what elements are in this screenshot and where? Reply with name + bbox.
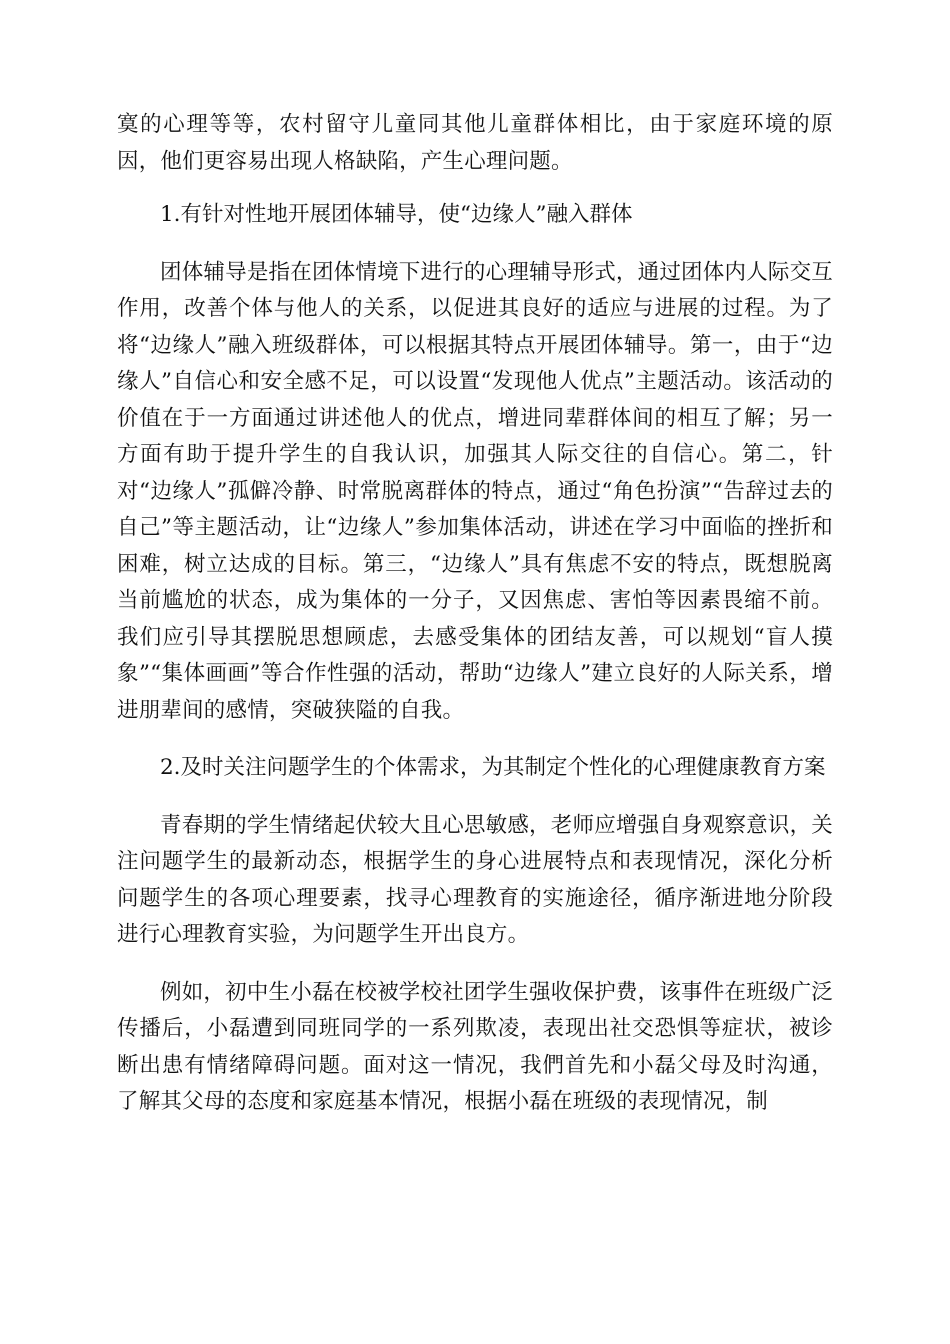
spacer — [117, 729, 833, 750]
spacer — [117, 234, 833, 255]
spacer — [117, 787, 833, 808]
paragraph-group-counseling: 团体辅导是指在团体情境下进行的心理辅导形式，通过团体内人际交互作用，改善个体与他人的关系，以促进其良好的适应与进展的过程。为了将“边缘人”融入班级群体，可以根据其特点开展团体辅导。第一，由于“边缘人”自信心和安全感不足，可以设置“发现他人优点”主题活动。该活动的价值在于一方面通过讲述他人的优点，增进同辈群体间的相互了解；另一方面有助于提升学生的自我认识，加强其人际交往的自信心。第二，针对“边缘人”孤僻冷静、时常脱离群体的特点，通过“角色扮演”“告辞过去的自己”等主题活动，让“边缘人”参加集体活动，讲述在学习中面临的挫折和困难，树立达成的目标。第三，“边缘人”具有焦虑不安的特点，既想脱离当前尴尬的状态，成为集体的一分子，又因焦虑、害怕等因素畏缩不前。我们应引导其摆脱思想顾虑，去感受集体的团结友善，可以规划“盲人摸象”“集体画画”等合作性强的活动，帮助“边缘人”建立良好的人际关系，增进朋辈间的感情，突破狭隘的自我。 — [117, 259, 833, 723]
section-heading-1: 1.有针对性地开展团体辅导，使“边缘人”融入群体 — [160, 202, 633, 227]
document-body — [117, 107, 833, 1121]
spacer — [117, 180, 833, 197]
paragraph-continuation: 寞的心理等等，农村留守儿童同其他儿童群体相比，由于家庭环境的原因，他们更容易出现人格缺陷，产生心理问题。 — [117, 112, 833, 174]
spacer — [117, 954, 833, 975]
paragraph-example-case: 例如，初中生小磊在校被学校社团学生强收保护费，该事件在班级广泛传播后，小磊遭到同班同学的一系列欺凌，表现出社交恐惧等症状，被诊断出患有情绪障碍问题。面对这一情况，我們首先和小磊父母及时沟通，了解其父母的态度和家庭基本情况，根据小磊在班级的表现情况，制 — [117, 979, 833, 1114]
paragraph-adolescent-needs: 青春期的学生情绪起伏较大且心思敏感，老师应增强自身观察意识，关注问题学生的最新动态，根据学生的身心进展特点和表现情况，深化分析问题学生的各项心理要素，找寻心理教育的实施途径，循序渐进地分阶段进行心理教育实验，为问题学生开出良方。 — [117, 812, 833, 947]
section-heading-2: 2.及时关注问题学生的个体需求，为其制定个性化的心理健康教育方案 — [160, 755, 826, 780]
